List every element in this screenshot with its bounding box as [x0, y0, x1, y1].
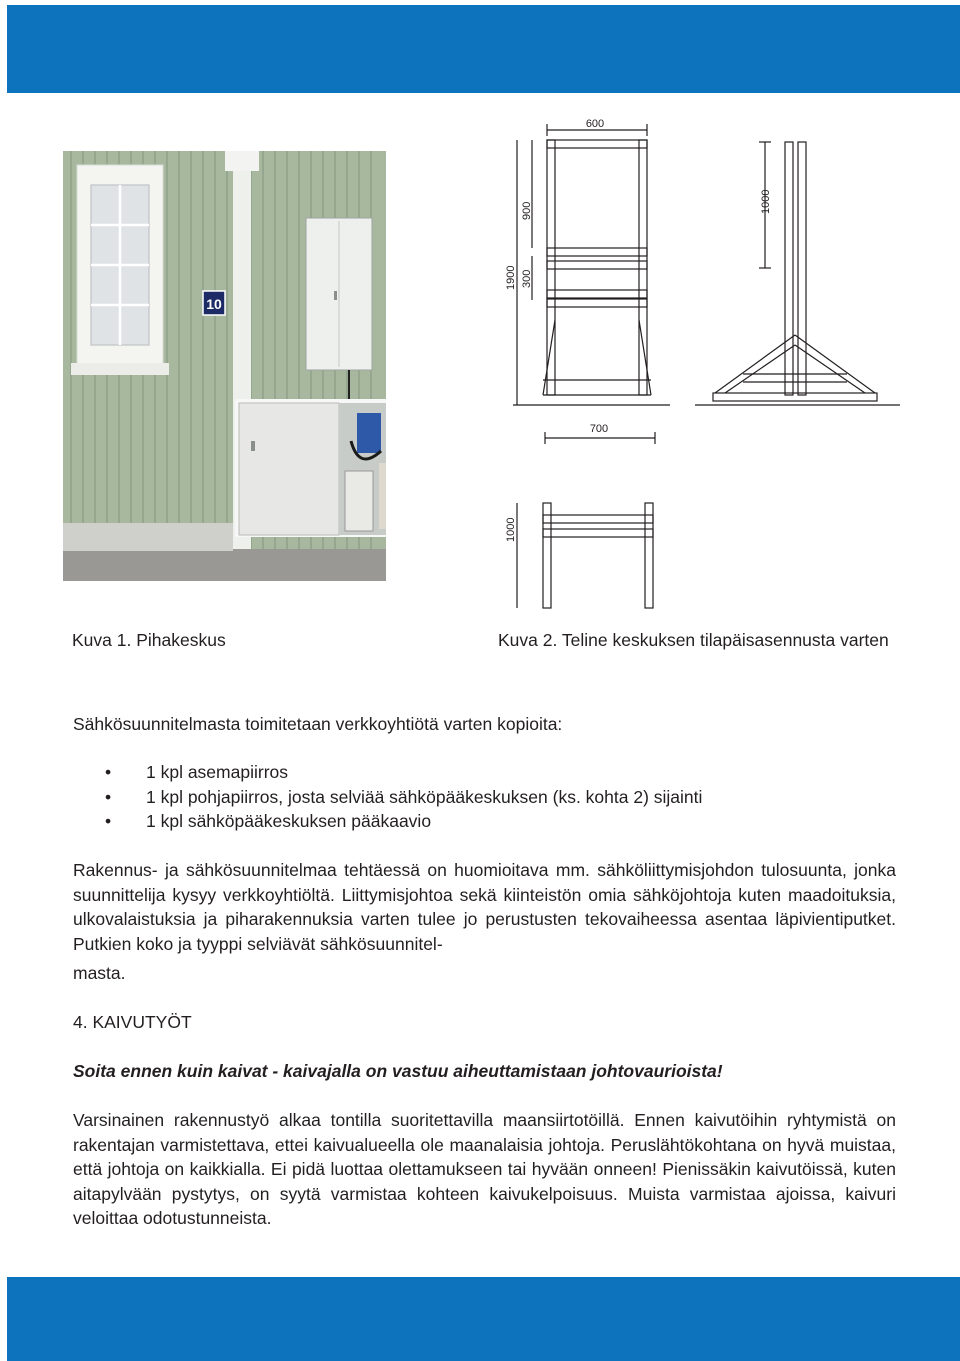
figure2-caption: Kuva 2. Teline keskuksen tilapäisasennusta varten	[498, 630, 889, 650]
cabinet-photo	[63, 151, 386, 581]
header-band	[7, 5, 960, 93]
paragraph-planning: Rakennus- ja sähkösuunnitelmaa tehtäessä on huomioitava mm. sähköliittymisjohdon tulosuunta, jonka suunnittelija kysyy verkkoyhtiöltä. Liittymisjohtoa sekä kiinteistön omia sähköjohtoja kuten maadoituksia, ulkovalaistuksia ja piharakennuksia varten tulee jo perustusten tekovaiheessa asentaa läpivientiputket. Putkien koko ja tyyppi selviävät sähkösuunnitel-	[73, 860, 896, 954]
stand-drawing	[495, 110, 915, 610]
dim-1000-bottom: 1000	[505, 517, 517, 542]
dim-900: 900	[521, 201, 533, 220]
footer-band	[7, 1277, 960, 1361]
copies-list	[73, 760, 702, 834]
list-item: • 1 kpl sähköpääkeskuksen pääkaavio	[105, 811, 432, 831]
section-heading: 4. KAIVUTYÖT	[73, 1012, 192, 1032]
list-item: • 1 kpl asemapiirros	[105, 762, 288, 782]
warning-text: Soita ennen kuin kaivat - kaivajalla on vastuu aiheuttamistaan johtovaurioista!	[73, 1061, 723, 1081]
dim-1000-side: 1000	[760, 189, 772, 214]
dim-1900: 1900	[505, 265, 517, 290]
list-item: • 1 kpl pohjapiirros, josta selviää sähköpääkeskuksen (ks. kohta 2) sijainti	[105, 786, 703, 807]
dim-300: 300	[521, 269, 533, 288]
dim-700: 700	[589, 423, 609, 435]
figure1-caption: Kuva 1. Pihakeskus	[72, 630, 226, 650]
intro-text: Sähkösuunnitelmasta toimitetaan verkkoyhtiötä varten kopioita:	[73, 714, 563, 734]
house-number: 10	[206, 296, 222, 312]
dim-600: 600	[585, 118, 605, 130]
paragraph-planning-end: masta.	[73, 963, 126, 983]
paragraph-excavation: Varsinainen rakennustyö alkaa tontilla suoritettavilla maansiirtotöillä. Ennen kaivutöihin ryhtymistä on rakentajan varmistettava, ettei kaivualueella ole maanalaisia johtoja. Peruslähtökohtana on hyvä muistaa, että johtoja on kaikkialla. Ei pidä luottaa olettamukseen tai hyvään onneen! Pienissäkin kaivutöissä, kuten aitapylvään pystytys, on syytä varmistaa kohteen kaivukelpoisuus. Muista varmistaa ajoissa, kaivuri veloittaa odotustunneista.	[73, 1110, 896, 1228]
